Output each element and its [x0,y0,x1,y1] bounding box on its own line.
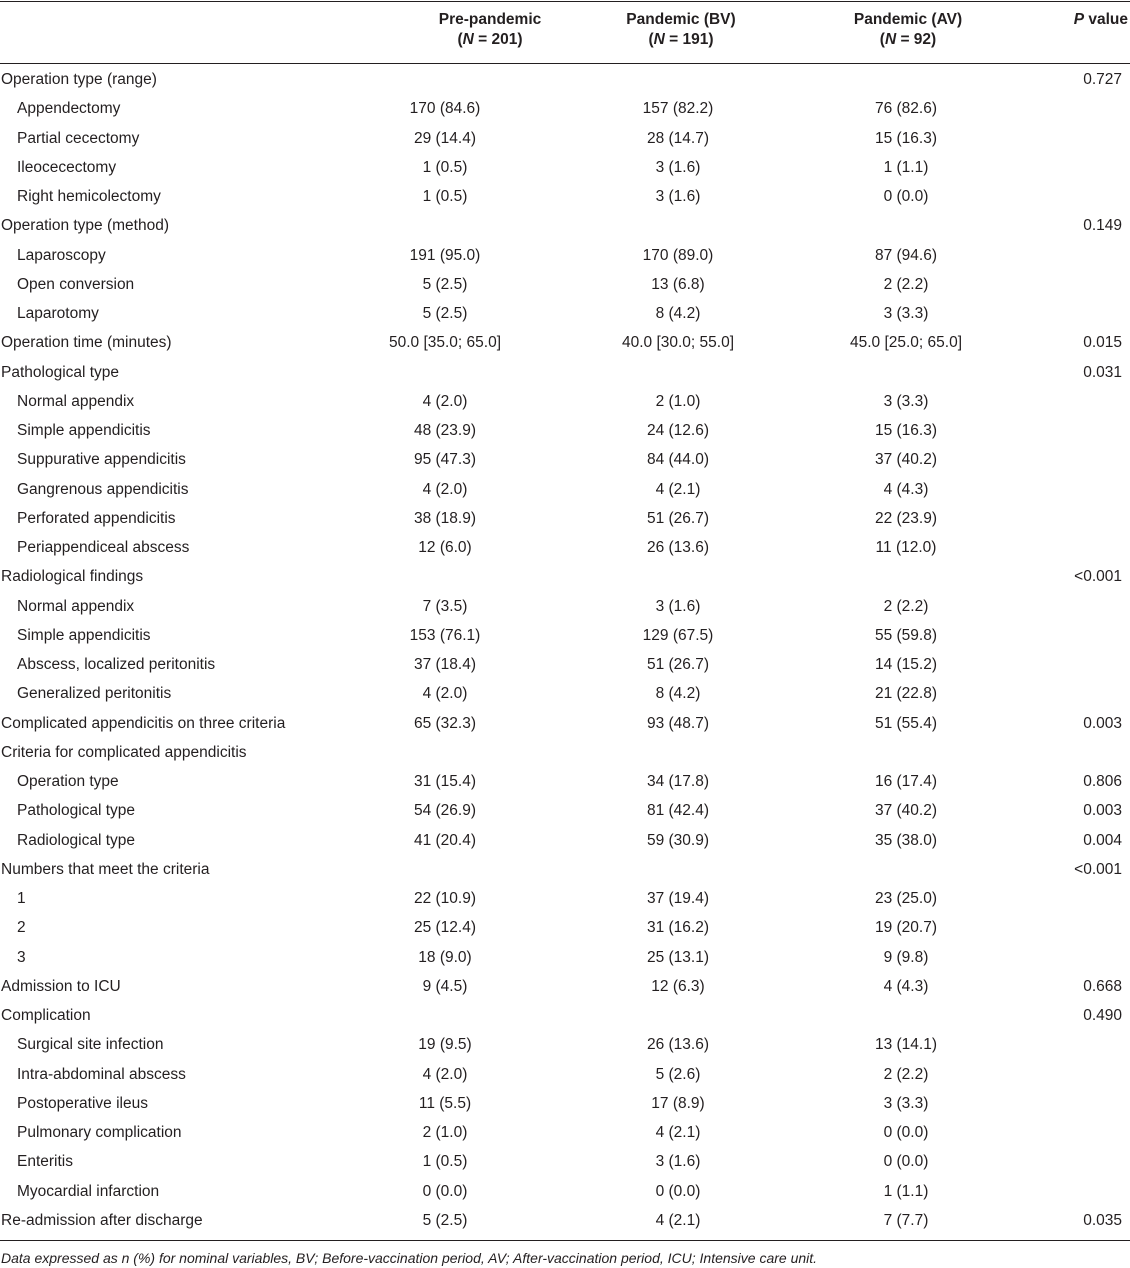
cell-pandemic-av: 51 (55.4) [874,714,938,732]
table-row [0,650,1130,679]
cell-pandemic-bv: 5 (2.6) [655,1065,701,1083]
cell-pandemic-av: 55 (59.8) [874,626,938,644]
row-label: Generalized peritonitis [17,685,172,703]
cell-pandemic-av: 0 (0.0) [883,1153,929,1171]
cell-pandemic-bv: 3 (1.6) [655,597,701,615]
cell-p-value: 0.031 [1083,363,1122,381]
cell-pre-pandemic: 19 (9.5) [418,1036,472,1054]
table-row [0,562,1130,591]
header-n-open: ( [648,31,654,48]
table-row [0,153,1130,182]
cell-pandemic-bv: 59 (30.9) [646,831,710,849]
table-row [0,358,1130,387]
table-row [0,65,1130,94]
header-pandemic-bv [566,10,796,50]
row-label: Suppurative appendicitis [17,451,186,469]
row-label: Operation time (minutes) [1,334,172,352]
cell-pandemic-av: 2 (2.2) [883,1065,929,1083]
cell-pre-pandemic: 5 (2.5) [422,305,468,322]
row-label: Abscess, localized peritonitis [17,656,216,673]
row-label: Radiological type [17,831,136,849]
cell-pandemic-av: 21 (22.8) [874,685,938,703]
cell-pre-pandemic: 5 (2.5) [422,1211,468,1229]
cell-pre-pandemic: 1 (0.5) [422,1153,468,1171]
table-row [0,1089,1130,1118]
table-row [0,416,1130,445]
cell-pandemic-bv: 81 (42.4) [646,802,710,820]
table-row [0,679,1130,708]
cell-pandemic-av: 37 (40.2) [874,802,938,820]
cell-p-value: 0.004 [1083,831,1122,849]
cell-pandemic-av: 15 (16.3) [874,129,938,147]
table-row [0,767,1130,796]
cell-pandemic-av: 45.0 [25.0; 65.0] [849,334,963,352]
header-n-var: N [653,31,665,48]
table-body [0,65,1130,1235]
cell-pre-pandemic: 4 (2.0) [422,392,468,410]
cell-p-value: 0.003 [1083,802,1122,820]
row-label: Gangrenous appendicitis [17,480,189,498]
header-n-var: N [884,31,897,48]
header-pre-pandemic-title: Pre-pandemic [438,11,542,28]
cell-p-value: 0.149 [1083,217,1122,235]
cell-pandemic-av: 11 (12.0) [875,539,937,556]
row-label: Appendectomy [17,100,121,118]
cell-p-value: 0.035 [1083,1211,1122,1229]
table-bottom-rule [0,1240,1130,1241]
cell-pandemic-bv: 4 (2.1) [655,1124,701,1141]
table-row [0,1060,1130,1089]
table-row [0,299,1130,328]
header-pandemic-bv-title: Pandemic (BV) [626,11,736,28]
cell-pre-pandemic: 170 (84.6) [409,100,481,118]
cell-pre-pandemic: 5 (2.5) [422,275,468,293]
cell-pandemic-bv: 31 (16.2) [646,919,710,937]
table-row [0,1001,1130,1030]
row-label: Pathological type [17,802,136,820]
cell-pre-pandemic: 191 (95.0) [409,246,481,264]
cell-pandemic-bv: 0 (0.0) [655,1182,701,1200]
cell-pandemic-av: 87 (94.6) [874,246,938,264]
table-row [0,709,1130,738]
cell-pandemic-bv: 40.0 [30.0; 55.0] [621,334,735,352]
cell-pandemic-bv: 37 (19.4) [646,890,710,907]
table-row [0,796,1130,825]
cell-pre-pandemic: 50.0 [35.0; 65.0] [388,334,502,352]
table-footnote: Data expressed as n (%) for nominal variables, BV; Before-vaccination period, AV; After-vaccination period, ICU; Intensive care unit. [1,1250,818,1266]
header-pandemic-bv-n [566,30,796,50]
cell-pre-pandemic: 0 (0.0) [422,1182,468,1200]
row-label: Operation type [17,773,119,790]
cell-pre-pandemic: 4 (2.0) [422,685,468,703]
row-label: Laparotomy [17,305,99,322]
header-n-rest: = 92) [896,31,937,48]
cell-pandemic-bv: 26 (13.6) [646,1036,710,1054]
table-row [0,94,1130,123]
row-label: Numbers that meet the criteria [1,860,210,878]
cell-pandemic-bv: 157 (82.2) [642,100,714,118]
cell-pandemic-bv: 8 (4.2) [655,685,701,703]
cell-pandemic-av: 35 (38.0) [874,831,938,849]
cell-pandemic-bv: 13 (6.8) [651,275,705,293]
table-row [0,504,1130,533]
cell-pandemic-av: 2 (2.2) [883,597,929,615]
cell-pandemic-av: 7 (7.7) [883,1211,929,1229]
header-p-var: P [1073,11,1085,28]
cell-pre-pandemic: 4 (2.0) [422,480,468,498]
table-row [0,182,1130,211]
header-n-open: ( [457,31,463,48]
cell-pre-pandemic: 31 (15.4) [413,773,477,790]
cell-pre-pandemic: 4 (2.0) [422,1065,468,1083]
table-row [0,328,1130,357]
table-row [0,1206,1130,1235]
cell-p-value: 0.015 [1083,334,1122,352]
cell-pandemic-bv: 34 (17.8) [646,773,710,790]
cell-pandemic-av: 22 (23.9) [874,509,938,527]
header-pandemic-av-n [796,30,1020,50]
cell-pandemic-av: 15 (16.3) [874,422,938,439]
row-label: 1 [17,890,26,907]
row-label: Intra-abdominal abscess [17,1065,186,1083]
cell-pre-pandemic: 2 (1.0) [422,1124,468,1141]
cell-pandemic-av: 0 (0.0) [883,1124,929,1141]
cell-p-value: 0.668 [1083,977,1122,995]
cell-pandemic-av: 76 (82.6) [874,100,938,118]
cell-pandemic-av: 4 (4.3) [883,977,929,995]
cell-pandemic-av: 2 (2.2) [883,275,929,293]
cell-pandemic-av: 1 (1.1) [883,1182,929,1200]
cell-p-value: 0.003 [1083,714,1122,732]
cell-pre-pandemic: 153 (76.1) [409,626,481,644]
cell-pre-pandemic: 38 (18.9) [413,509,477,527]
header-n-var: N [462,31,474,48]
cell-pandemic-bv: 2 (1.0) [655,392,701,410]
table-row [0,387,1130,416]
row-label: Open conversion [17,275,135,293]
table-header-rule [0,63,1130,64]
header-n-rest: = 191) [664,31,714,48]
cell-pre-pandemic: 18 (9.0) [418,948,472,966]
table-row [0,475,1130,504]
row-label: Perforated appendicitis [17,509,176,527]
row-label: Admission to ICU [1,977,121,995]
table-row [0,533,1130,562]
table-row [0,884,1130,913]
header-pandemic-av [796,10,1020,50]
row-label: Simple appendicitis [17,626,151,644]
cell-pre-pandemic: 7 (3.5) [422,597,468,615]
cell-pandemic-bv: 3 (1.6) [655,188,701,205]
table-row [0,241,1130,270]
header-n-rest: = 201) [473,31,523,48]
cell-pre-pandemic: 9 (4.5) [422,977,468,995]
row-label: Normal appendix [17,597,135,615]
cell-p-value: 0.727 [1083,71,1122,88]
cell-pandemic-bv: 51 (26.7) [646,656,710,673]
cell-pandemic-bv: 24 (12.6) [646,422,710,439]
cell-pandemic-bv: 84 (44.0) [646,451,710,469]
cell-pre-pandemic: 22 (10.9) [413,890,477,907]
cell-pandemic-av: 0 (0.0) [883,188,929,205]
row-label: Laparoscopy [17,246,106,264]
cell-pre-pandemic: 48 (23.9) [413,422,477,439]
cell-pandemic-bv: 51 (26.7) [646,509,710,527]
table-row [0,445,1130,474]
cell-pandemic-av: 3 (3.3) [883,305,929,322]
cell-pandemic-av: 4 (4.3) [883,480,929,498]
cell-pandemic-av: 19 (20.7) [874,919,938,937]
row-label: Ileocecectomy [17,158,117,176]
cell-pre-pandemic: 41 (20.4) [413,831,477,849]
cell-pre-pandemic: 37 (18.4) [413,656,477,673]
cell-pandemic-av: 1 (1.1) [883,158,929,176]
cell-pandemic-bv: 25 (13.1) [646,948,710,966]
row-label: Enteritis [17,1153,73,1171]
cell-pre-pandemic: 65 (32.3) [413,714,477,732]
table-row [0,621,1130,650]
row-label: Normal appendix [17,392,135,410]
row-label: Partial cecectomy [17,129,140,147]
cell-p-value: <0.001 [1074,860,1122,878]
cell-pre-pandemic: 29 (14.4) [413,129,477,147]
table-row [0,972,1130,1001]
table-row [0,124,1130,153]
cell-p-value: 0.490 [1083,1007,1122,1024]
row-label: Surgical site infection [17,1036,164,1054]
cell-pandemic-bv: 3 (1.6) [655,1153,701,1171]
table-row [0,1177,1130,1206]
row-label: Pathological type [1,363,120,381]
row-label: Simple appendicitis [17,422,151,439]
row-label: Criteria for complicated appendicitis [1,743,247,761]
row-label: Radiological findings [1,568,144,586]
cell-p-value: 0.806 [1083,773,1122,790]
cell-pandemic-bv: 12 (6.3) [651,977,705,995]
table-row [0,913,1130,942]
row-label: Complicated appendicitis on three criteria [1,714,286,732]
table-row [0,1118,1130,1147]
cell-pre-pandemic: 12 (6.0) [418,539,472,556]
row-label: Pulmonary complication [17,1124,182,1141]
row-label: Myocardial infarction [17,1182,160,1200]
table-row [0,270,1130,299]
cell-pandemic-av: 14 (15.2) [874,656,938,673]
cell-pandemic-bv: 28 (14.7) [646,129,710,147]
header-p-rest: value [1084,11,1128,28]
cell-pre-pandemic: 95 (47.3) [413,451,477,469]
table-row [0,1147,1130,1176]
cell-pandemic-bv: 4 (2.1) [655,1211,701,1229]
cell-pandemic-av: 3 (3.3) [883,1094,929,1112]
cell-pandemic-bv: 26 (13.6) [646,539,710,556]
cell-pre-pandemic: 25 (12.4) [413,919,477,937]
table-row [0,943,1130,972]
cell-pandemic-bv: 8 (4.2) [655,305,701,322]
header-n-open: ( [879,31,885,48]
cell-pre-pandemic: 54 (26.9) [413,802,477,820]
table-row [0,855,1130,884]
row-label: 3 [17,948,26,966]
cell-pandemic-av: 16 (17.4) [874,773,938,790]
row-label: 2 [17,919,26,937]
table-row [0,211,1130,240]
cell-pandemic-av: 3 (3.3) [883,392,929,410]
header-p-value [1030,10,1130,30]
cell-pandemic-av: 23 (25.0) [874,890,938,907]
cell-pandemic-av: 9 (9.8) [883,948,929,966]
row-label: Right hemicolectomy [17,188,161,205]
table-row [0,592,1130,621]
cell-pandemic-bv: 17 (8.9) [651,1094,705,1112]
table-row [0,826,1130,855]
table-row [0,738,1130,767]
cell-pre-pandemic: 1 (0.5) [422,158,468,176]
cell-pre-pandemic: 11 (5.5) [418,1094,472,1112]
cell-pandemic-av: 13 (14.1) [874,1036,938,1054]
cell-pandemic-av: 37 (40.2) [874,451,938,469]
row-label: Postoperative ileus [17,1094,148,1112]
row-label: Complication [1,1007,91,1024]
cell-pandemic-bv: 170 (89.0) [642,246,714,264]
cell-pandemic-bv: 129 (67.5) [642,626,714,644]
row-label: Periappendiceal abscess [17,539,190,556]
cell-p-value: <0.001 [1074,568,1122,586]
table-header [0,0,1130,63]
table-row [0,1030,1130,1059]
row-label: Operation type (range) [1,71,157,88]
cell-pandemic-bv: 4 (2.1) [655,480,701,498]
header-pandemic-av-title: Pandemic (AV) [853,11,963,28]
cell-pandemic-bv: 3 (1.6) [655,158,701,176]
cell-pandemic-bv: 93 (48.7) [646,714,710,732]
row-label: Re-admission after discharge [1,1211,203,1229]
cell-pre-pandemic: 1 (0.5) [422,188,468,205]
row-label: Operation type (method) [1,217,170,235]
